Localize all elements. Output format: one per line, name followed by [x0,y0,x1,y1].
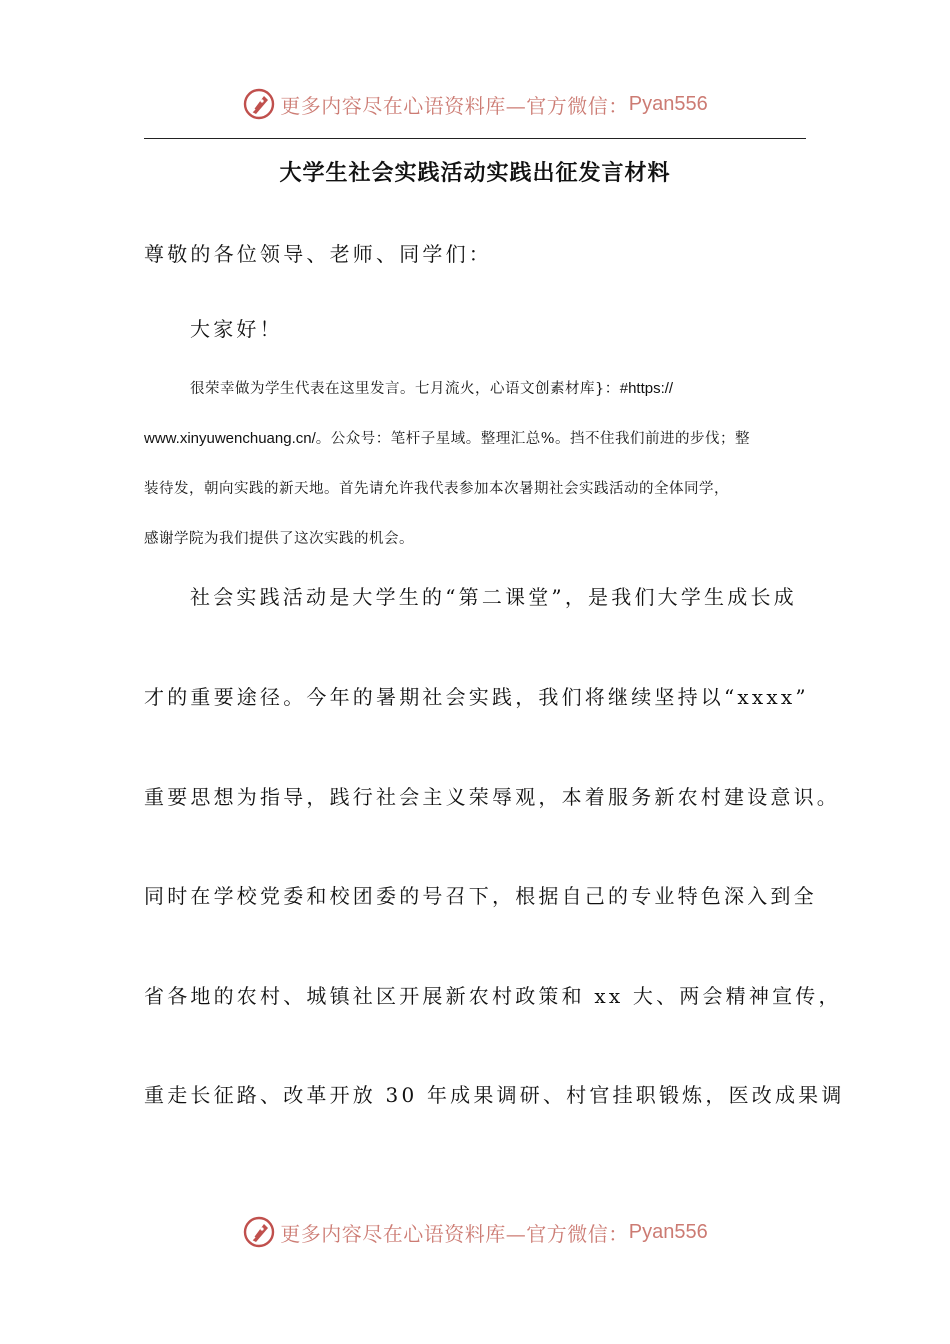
pen-nib-logo-icon [242,1215,276,1249]
paragraph-2-line-1: 社会实践活动是大学生的“第二课堂”，是我们大学生成长成 [190,585,797,609]
header-divider [144,138,806,139]
paragraph-2-line-3: 重要思想为指导，践行社会主义荣辱观，本着服务新农村建设意识。 [144,785,840,809]
paragraph-1-line-2 [144,427,750,448]
paragraph-1-link-part-1: #https:// [619,380,674,397]
paragraph-2-line-4: 同时在学校党委和校团委的号召下，根据自己的专业特色深入到全 [144,884,817,908]
paragraph-1-line-3: 装待发，朝向实践的新天地。首先请允许我代表参加本次暑期社会实践活动的全体同学， [144,481,729,497]
greeting: 大家好！ [190,317,283,341]
paragraph-2-line-6: 重走长征路、改革开放 30 年成果调研、村官挂职锻炼，医改成果调 [144,1083,845,1107]
document-title: 大学生社会实践活动实践出征发言材料 [279,161,671,186]
paragraph-1-line-2-text: 。公众号：笔杆子星域。整理汇总%。挡不住我们前进的步伐；整 [315,431,751,447]
header-banner [0,82,950,126]
footer-banner-wechat-id: Pyan556 [628,1220,708,1243]
paragraph-1-line-4: 感谢学院为我们提供了这次实践的机会。 [144,531,414,547]
header-banner-wechat-id: Pyan556 [628,92,708,115]
paragraph-1-line-1 [190,377,673,398]
footer-banner [0,1210,950,1254]
paragraph-2-line-5: 省各地的农村、城镇社区开展新农村政策和 xx 大、两会精神宣传， [144,984,842,1008]
footer-banner-text: 更多内容尽在心语资料库—官方微信： [280,1221,629,1246]
pen-nib-logo-icon [242,87,276,121]
paragraph-2-line-2: 才的重要途径。今年的暑期社会实践，我们将继续坚持以“xxxx” [144,685,809,709]
header-banner-text: 更多内容尽在心语资料库—官方微信： [280,93,629,118]
paragraph-1-link-part-2: www.xinyuwenchuang.cn/ [144,430,316,447]
paragraph-1-line-1-text: 很荣幸做为学生代表在这里发言。七月流火，心语文创素材库}： [190,381,620,397]
salutation: 尊敬的各位领导、老师、同学们： [144,242,492,266]
